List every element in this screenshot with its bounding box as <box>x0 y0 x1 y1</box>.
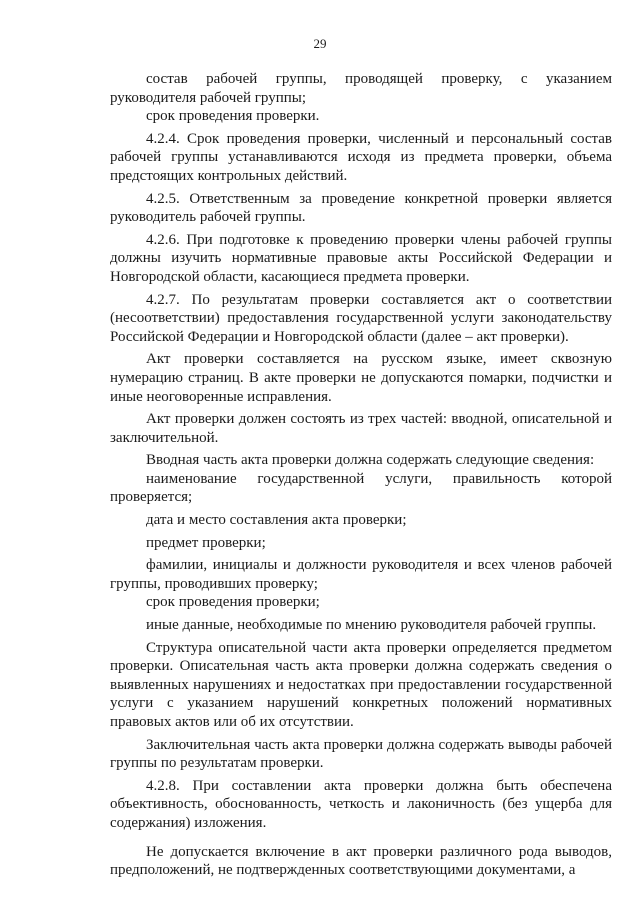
paragraph-7: Акт проверки составляется на русском языке, имеет сквозную нумерацию страниц. В акте проверки не допускаются помарки, подчистки и иные неоговоренные исправления. <box>110 351 612 405</box>
paragraph-12: 4.2.8. При составлении акта проверки должна быть обеспечена объективность, обоснованность, четкость и лаконичность (без ущерба для содержания) изложения. <box>110 777 612 831</box>
paragraph-13: Не допускается включение в акт проверки различного рода выводов, предположений, не подтвержденных соответствующими документами, а <box>110 843 612 879</box>
paragraph-5: 4.2.6. При подготовке к проведению проверки члены рабочей группы должны изучить нормативные правовые акты Российской Федерации и Новгородской области, касающиеся предмета проверки. <box>110 231 612 285</box>
list-item-5: срок проведения проверки; <box>146 594 320 611</box>
paragraph-3: 4.2.4. Срок проведения проверки, численный и персональный состав рабочей группы устанавливаются исходя из предмета проверки, объема предстоящих контрольных действий. <box>110 130 612 184</box>
paragraph-1: состав рабочей группы, проводящей проверку, с указанием руководителя рабочей группы; <box>110 71 612 106</box>
list-item-4: фамилии, инициалы и должности руководителя и всех членов рабочей группы, проводивших проверку; <box>110 557 612 592</box>
list-item-1: наименование государственной услуги, правильность которой проверяется; <box>110 470 612 506</box>
paragraph-2: срок проведения проверки. <box>146 108 320 125</box>
paragraph-11: Заключительная часть акта проверки должна содержать выводы рабочей группы по результатам проверки. <box>110 736 612 772</box>
paragraph-4: 4.2.5. Ответственным за проведение конкретной проверки является руководитель рабочей группы. <box>110 190 612 226</box>
list-item-2: дата и место составления акта проверки; <box>146 512 407 529</box>
paragraph-9: Вводная часть акта проверки должна содержать следующие сведения: <box>146 452 595 469</box>
paragraph-10: Структура описательной части акта проверки определяется предметом проверки. Описательная часть акта проверки должна содержать сведения о выявленных нарушениях и недостатках при предоставлении государственной услуги с указанием нарушений конкретных положений нормативных правовых актов или об их отсутствии. <box>110 639 612 730</box>
page-number: 29 <box>313 36 327 51</box>
list-item-6: иные данные, необходимые по мнению руководителя рабочей группы. <box>146 617 597 634</box>
paragraph-6: 4.2.7. По результатам проверки составляется акт о соответствии (несоответствии) предоставления государственной услуги законодательству Российской Федерации и Новгородской области (далее – акт проверки). <box>110 291 612 345</box>
document-body <box>110 70 612 880</box>
list-item-3: предмет проверки; <box>146 534 266 551</box>
paragraph-8: Акт проверки должен состоять из трех частей: вводной, описательной и заключительной. <box>110 411 612 446</box>
